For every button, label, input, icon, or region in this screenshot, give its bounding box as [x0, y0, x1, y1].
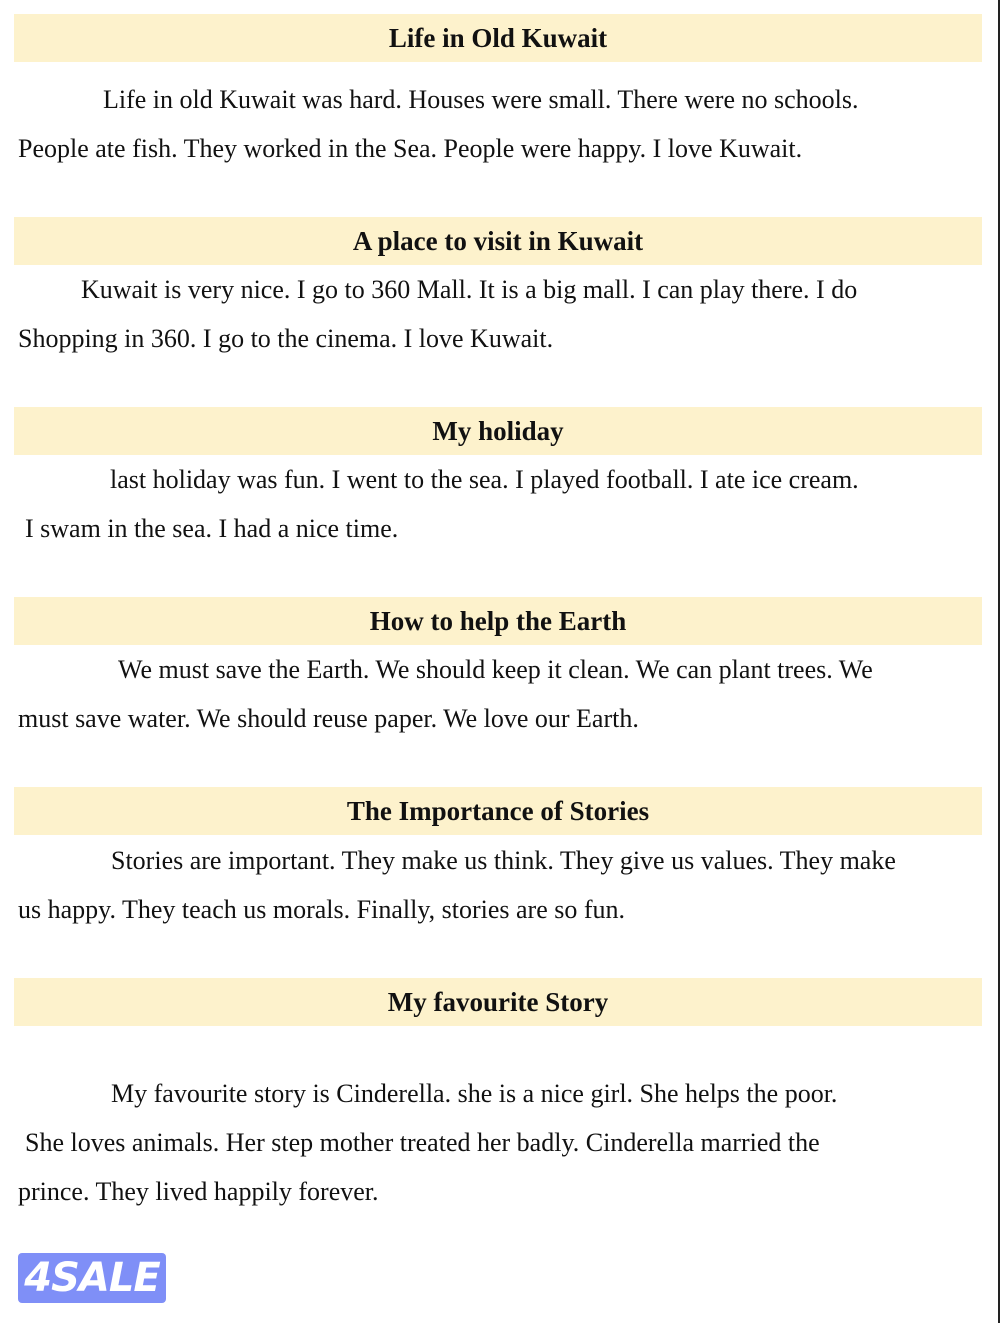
paragraph-help-the-earth [18, 645, 988, 743]
heading-my-holiday: My holiday [14, 407, 982, 455]
paragraph-line: must save water. We should reuse paper. We love our Earth. [18, 704, 639, 733]
4sale-logo: 4SALE [18, 1253, 166, 1303]
paragraph-importance-of-stories [18, 836, 988, 934]
paragraph-line: People ate fish. They worked in the Sea. People were happy. I love Kuwait. [18, 134, 803, 163]
paragraph-line: prince. They lived happily forever. [18, 1177, 379, 1206]
heading-place-to-visit: A place to visit in Kuwait [14, 217, 982, 265]
paragraph-line: I swam in the sea. I had a nice time. [25, 514, 399, 543]
paragraph-line: Shopping in 360. I go to the cinema. I love Kuwait. [18, 324, 554, 353]
paragraph-favourite-story [18, 1069, 988, 1216]
paragraph-line: last holiday was fun. I went to the sea. I played football. I ate ice cream. [110, 465, 859, 494]
heading-favourite-story: My favourite Story [14, 978, 982, 1026]
paragraph-place-to-visit [18, 265, 988, 363]
heading-importance-of-stories: The Importance of Stories [14, 787, 982, 835]
heading-life-in-old-kuwait: Life in Old Kuwait [14, 14, 982, 62]
paragraph-line: We must save the Earth. We should keep it clean. We can plant trees. We [118, 655, 873, 684]
paragraph-line: us happy. They teach us morals. Finally, stories are so fun. [18, 895, 626, 924]
paragraph-my-holiday [18, 455, 988, 553]
paragraph-line: She loves animals. Her step mother treated her badly. Cinderella married the [25, 1128, 820, 1157]
heading-help-the-earth: How to help the Earth [14, 597, 982, 645]
paragraph-life-in-old-kuwait [18, 75, 988, 173]
paragraph-line: My favourite story is Cinderella. she is a nice girl. She helps the poor. [111, 1079, 838, 1108]
paragraph-line: Life in old Kuwait was hard. Houses were small. There were no schools. [103, 85, 859, 114]
paragraph-line: Kuwait is very nice. I go to 360 Mall. It is a big mall. I can play there. I do [81, 275, 858, 304]
paragraph-line: Stories are important. They make us think. They give us values. They make [111, 846, 896, 875]
